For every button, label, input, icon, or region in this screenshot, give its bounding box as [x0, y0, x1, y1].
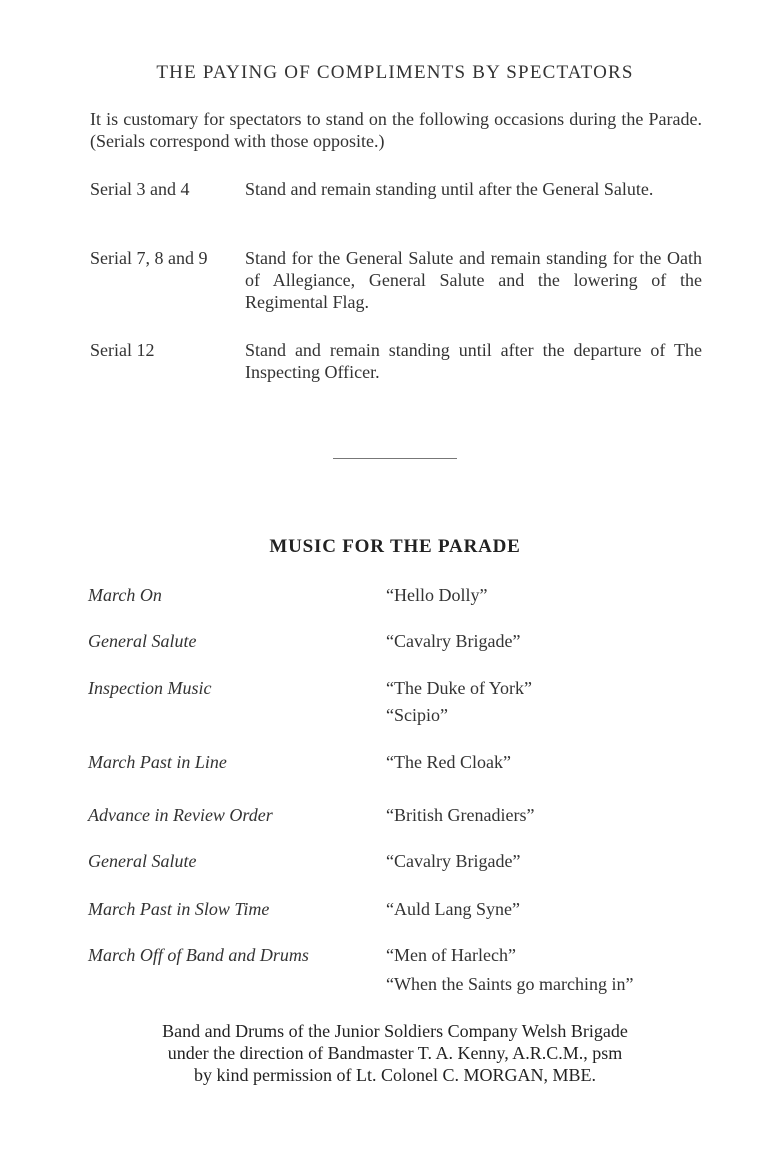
credits-line: under the direction of Bandmaster T. A. Kenny, A.R.C.M., psm — [167, 1043, 623, 1063]
serial-label: Serial 12 — [90, 340, 155, 360]
music-occasion: General Salute — [88, 631, 197, 651]
credits-line: by kind permission of Lt. Colonel C. MORGAN, MBE. — [193, 1065, 596, 1085]
music-tune: “Cavalry Brigade” — [386, 851, 521, 871]
serial-instruction: Stand and remain standing until after the departure of The Inspecting Officer. — [245, 340, 702, 382]
music-occasion: Inspection Music — [88, 678, 212, 698]
music-occasion: General Salute — [88, 851, 197, 871]
music-tune: “The Duke of York” — [386, 678, 532, 698]
music-tune: “Hello Dolly” — [386, 585, 488, 605]
section-divider — [333, 458, 457, 459]
music-tune: “Cavalry Brigade” — [386, 631, 521, 651]
serial-label: Serial 7, 8 and 9 — [90, 248, 208, 268]
music-occasion: March Past in Slow Time — [88, 899, 270, 919]
serial-instruction: Stand for the General Salute and remain standing for the Oath of Allegiance, General Salute and the lowering of the Regimental Flag. — [245, 248, 702, 312]
serial-instruction: Stand and remain standing until after the General Salute. — [245, 179, 654, 199]
music-title: MUSIC FOR THE PARADE — [269, 536, 521, 557]
compliments-title: THE PAYING OF COMPLIMENTS BY SPECTATORS — [156, 62, 634, 83]
serial-label: Serial 3 and 4 — [90, 179, 190, 199]
music-occasion: March On — [88, 585, 162, 605]
band-credits — [80, 1020, 710, 1086]
music-tune: “Auld Lang Syne” — [386, 899, 520, 919]
music-tune: “British Grenadiers” — [386, 805, 535, 825]
credits-line: Band and Drums of the Junior Soldiers Company Welsh Brigade — [162, 1021, 628, 1041]
music-occasion: March Past in Line — [88, 752, 227, 772]
music-tune: “The Red Cloak” — [386, 752, 511, 772]
music-tune: “When the Saints go marching in” — [386, 974, 634, 994]
music-tune: “Scipio” — [386, 705, 448, 725]
music-occasion: March Off of Band and Drums — [88, 945, 309, 965]
compliments-intro: It is customary for spectators to stand on the following occasions during the Parade. (Serials correspond with those opposite.) — [90, 109, 702, 151]
music-tune: “Men of Harlech” — [386, 945, 516, 965]
music-occasion: Advance in Review Order — [88, 805, 273, 825]
